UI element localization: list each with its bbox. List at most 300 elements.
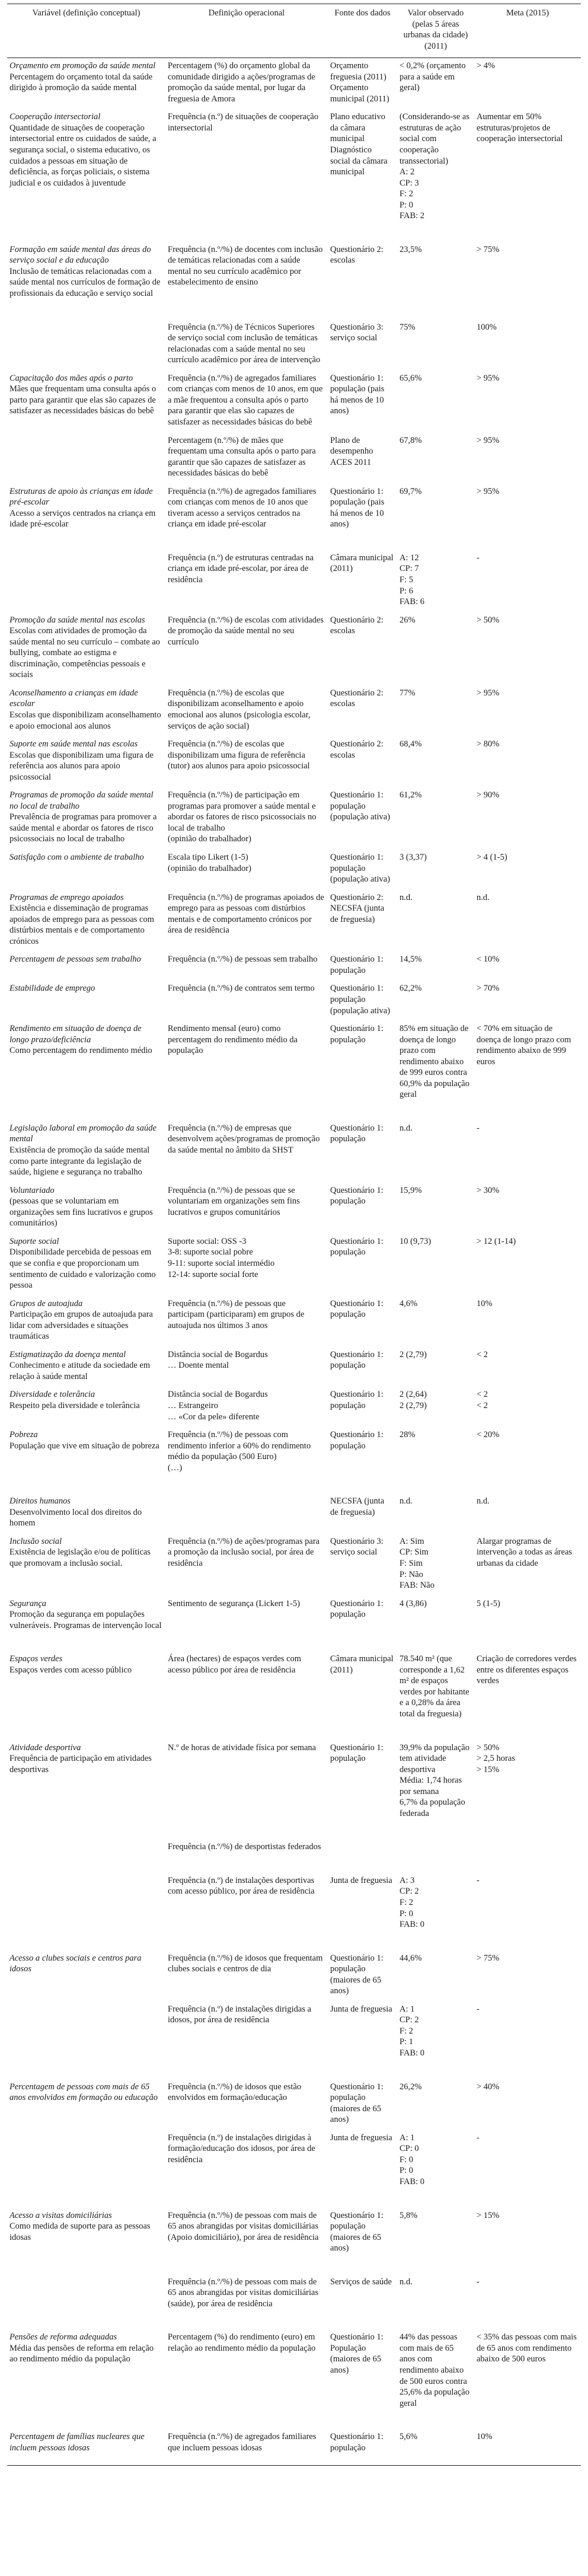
observed-value-cell: n.d. xyxy=(400,1123,413,1133)
variable-description: Promoção da segurança em populações vulneráveis. Programas de intervenção local xyxy=(9,1610,162,1630)
target-cell xyxy=(474,845,581,885)
observed-value-cell: 28% xyxy=(400,1430,416,1440)
operational-definition-cell: Frequência (n.º/%) de idosos que frequentam clubes sociais e centros de dia xyxy=(168,1953,323,1974)
variable-name: Estabilidade de emprego xyxy=(9,984,95,994)
target-value: 10% xyxy=(477,2432,493,2442)
table-row xyxy=(7,2188,581,2254)
target-value: 5 (1-5) xyxy=(477,1598,500,1608)
target-value: - xyxy=(477,2277,480,2287)
target-cell xyxy=(474,2309,581,2409)
variable-cell xyxy=(7,222,165,299)
operational-definition-cell: Frequência (n.º/%) de pessoas com mais de 65 anos abrangidas por visitas domiciliárias (saúde), por área de residência xyxy=(168,2277,319,2309)
operational-definition-cell: Frequência (n.º/%) de pessoas com mais de 65 anos abrangidas por visitas domiciliárias (Apoio domiciliário), por área de residência xyxy=(168,2210,319,2242)
variable-description: Respeito pela diversidade e tolerância xyxy=(9,1400,140,1410)
variable-description: (pessoas que se voluntariam em organizações sem fins lucrativos e grupos comunitários) xyxy=(9,1196,153,1228)
data-source-cell: Questionário 1: população (população ativa) xyxy=(330,790,391,822)
target-cell xyxy=(474,1930,581,1997)
table-row xyxy=(7,479,581,530)
target-cell xyxy=(474,428,581,479)
target-cell xyxy=(474,2125,581,2188)
data-source-cell: Questionário 1: população (maiores de 65 anos) xyxy=(330,2082,384,2125)
operational-definition-cell: Frequência (n.º/%) de desportistas federados xyxy=(168,1842,321,1852)
operational-definition-cell xyxy=(165,1473,328,1529)
observed-value-cell: A: 3 CP: 2 F: 2 P: 0 FAB: 0 xyxy=(400,1875,425,1930)
variable-cell xyxy=(7,1631,165,1719)
table-row xyxy=(7,976,581,1016)
table-row xyxy=(7,681,581,732)
observed-value-cell: 67,8% xyxy=(400,435,422,445)
data-source-cell: Questionário 3: serviço social xyxy=(330,1536,384,1557)
target-value: - xyxy=(477,2004,480,2014)
variable-cell xyxy=(7,1178,165,1229)
target-value: > 15% xyxy=(477,2210,500,2220)
operational-definition-cell: Frequência (n.º/%) de participação em programas para promover a saúde mental e abordar os fatores de risco psicossociais no local de trabalho (opinião do trabalhador) xyxy=(168,790,317,844)
variable-description: Inclusão de temáticas relacionadas com a saúde mental nos currículos de formação de profissionais da educação e serviço social xyxy=(9,266,161,299)
indicators-table xyxy=(7,4,581,2466)
observed-value-cell: 62,2% xyxy=(400,984,422,994)
observed-value-cell: 15,9% xyxy=(400,1185,422,1195)
data-source-cell: Questionário 1: população xyxy=(330,1123,384,1144)
target-cell xyxy=(474,530,581,608)
observed-value-cell: 65,6% xyxy=(400,373,422,383)
data-source-cell: Questionário 1: População (maiores de 65 anos) xyxy=(330,2332,384,2375)
variable-description: Existência de promoção da saúde mental como parte integrante da legislação de saúde, higiene e segurança no trabalho xyxy=(9,1145,150,1177)
target-value: > 50% xyxy=(477,1742,500,1753)
variable-cell xyxy=(7,783,165,845)
operational-definition-cell: Frequência (n.º/%) de agregados familiares com crianças com menos de 10 anos que tiveram acesso a serviços centrados na criança em idade pré-escolar xyxy=(168,486,317,529)
operational-definition-cell: Rendimento mensal (euro) como percentagem do rendimento médio da população xyxy=(168,1024,298,1056)
data-source-cell: Questionário 1: população xyxy=(330,1598,384,1620)
target-value: > 30% xyxy=(477,1185,500,1195)
target-value: > 40% xyxy=(477,2082,500,2092)
variable-name: Promoção da saúde mental nas escolas xyxy=(9,615,145,625)
variable-cell xyxy=(7,732,165,783)
target-value: < 70% em situação de doença de longo prazo com rendimento abaixo de 999 euros xyxy=(477,1024,571,1067)
data-source-cell: Questionário 2: escolas xyxy=(330,688,384,709)
target-value: n.d. xyxy=(477,892,490,902)
variable-cell xyxy=(7,1100,165,1178)
header-data-source: Fonte dos dados xyxy=(328,4,397,58)
variable-cell xyxy=(7,1229,165,1291)
variable-cell xyxy=(7,1342,165,1383)
operational-definition-cell: Distância social de Bogardus … Doente mental xyxy=(168,1349,268,1371)
operational-definition-cell: Frequência (n.º) de estruturas centradas na criança em idade pré-escolar, por área de residência xyxy=(168,553,314,585)
data-source-cell: Questionário 1: população xyxy=(330,1024,384,1045)
target-cell xyxy=(474,1291,581,1342)
table-row xyxy=(7,1229,581,1291)
target-value: > 2,5 horas xyxy=(477,1754,515,1764)
data-source-cell: Junta de freguesia xyxy=(330,2133,392,2143)
operational-definition-cell: Frequência (n.º/%) de escolas que disponibilizam aconselhamento e apoio emocional aos alunos (psicologia escolar, serviços de ação social) xyxy=(168,688,311,731)
table-row xyxy=(7,1819,581,1853)
target-value: < 20% xyxy=(477,1430,500,1440)
target-value: > 75% xyxy=(477,244,500,254)
table-row xyxy=(7,1178,581,1229)
operational-definition-cell: Distância social de Bogardus … Estrangeiro … «Cor da pele» diferente xyxy=(168,1390,268,1422)
target-cell xyxy=(474,1178,581,1229)
data-source-cell: Plano educativo da câmara municipal Diagnóstico social da câmara municipal xyxy=(330,112,388,177)
data-source-cell: Questionário 1: população (maiores de 65 anos) xyxy=(330,2210,384,2253)
variable-name: Inclusão social xyxy=(9,1536,62,1546)
data-source-cell: Questionário 1: população (pais há menos de 10 anos) xyxy=(330,373,385,416)
variable-cell xyxy=(7,1422,165,1473)
operational-definition-cell: Frequência (n.º) de instalações dirigidas a idosos, por área de residência xyxy=(168,2004,312,2025)
variable-cell xyxy=(7,1016,165,1100)
variable-cell xyxy=(7,104,165,221)
variable-cell xyxy=(7,2125,165,2188)
operational-definition-cell: Sentimento de segurança (Lickert 1-5) xyxy=(168,1598,301,1608)
target-cell xyxy=(474,732,581,783)
variable-cell xyxy=(7,1997,165,2059)
variable-cell xyxy=(7,1819,165,1853)
variable-cell xyxy=(7,845,165,885)
target-cell xyxy=(474,1591,581,1632)
variable-name: Percentagem de famílias nucleares que incluem pessoas idosas xyxy=(9,2432,145,2453)
observed-value-cell: 5,6% xyxy=(397,2409,474,2466)
variable-cell xyxy=(7,2059,165,2125)
target-cell xyxy=(474,1631,581,1719)
observed-value-cell: 68,4% xyxy=(400,739,422,749)
variable-cell xyxy=(7,1591,165,1632)
observed-value-cell: 78.540 m² (que corresponde a 1,62 m² de espaços verdes por habitante e a 0,28% da área total da freguesia) xyxy=(400,1654,469,1719)
target-value: > 95% xyxy=(477,688,500,698)
variable-cell xyxy=(7,1382,165,1422)
variable-description: Disponibilidade percebida de pessoas em que se confia e que proporcionam um sentimento de cuidado e valorização como pessoa xyxy=(9,1247,156,1291)
variable-description: Mães que frequentam uma consulta após o parto para garantir que elas são capazes de satisfazer as necessidades básicas do bebê xyxy=(9,384,156,416)
operational-definition-cell: Frequência (n.º/%) de contratos sem termo xyxy=(168,984,315,994)
data-source-cell: Questionário 3: serviço social xyxy=(330,322,384,343)
variable-description: Média das pensões de reforma em relação ao rendimento médio da população xyxy=(9,2343,154,2364)
table-row xyxy=(7,1631,581,1719)
data-source-cell: Questionário 1: população xyxy=(330,1390,384,1410)
variable-name: Orçamento em promoção da saúde mental xyxy=(9,61,156,71)
target-value: Alargar programas de intervenção a todas as áreas urbanas da cidade xyxy=(477,1536,573,1568)
data-source-cell: Questionário 1: população xyxy=(330,1236,384,1257)
observed-value-cell: 39,9% da população tem atividade desportiva Média: 1,74 horas por semana 6,7% da população federada xyxy=(400,1742,469,1818)
variable-cell xyxy=(7,299,165,366)
observed-value-cell: n.d. xyxy=(400,1496,413,1506)
operational-definition-cell: Frequência (n.º) de situações de cooperação intersectorial xyxy=(168,112,319,133)
variable-cell xyxy=(7,366,165,428)
target-value: < 2 xyxy=(477,1390,488,1400)
variable-description: Existência e disseminação de programas apoiados de emprego para as pessoas com distúrbios mentais e de comportamento crónicos xyxy=(9,904,155,946)
variable-cell xyxy=(7,976,165,1016)
target-cell xyxy=(474,783,581,845)
table-row xyxy=(7,845,581,885)
target-value: > 15% xyxy=(477,1764,500,1774)
operational-definition-cell: Frequência (n.º/%) de agregados familiares com crianças com menos de 10 anos, em que a mãe frequentou a consulta após o parto para garantir que elas são capazes de satisfazer as necessidades básicas do bebê xyxy=(168,373,323,427)
variable-description: Como medida de suporte para as pessoas idosas xyxy=(9,2221,151,2242)
target-value: > 95% xyxy=(477,486,500,496)
table-row xyxy=(7,530,581,608)
variable-name: Capacitação dos mães após o parto xyxy=(9,373,133,383)
data-source-cell: Questionário 2: escolas xyxy=(330,615,384,636)
target-cell xyxy=(474,976,581,1016)
observed-value-cell: 2 (2,64) 2 (2,79) xyxy=(400,1390,427,1410)
variable-name: Satisfação com o ambiente de trabalho xyxy=(9,853,144,862)
target-cell xyxy=(474,1853,581,1930)
data-source-cell: NECSFA (junta de freguesia) xyxy=(330,1496,385,1517)
observed-value-cell: 26,2% xyxy=(400,2082,422,2092)
table-body xyxy=(7,58,581,2466)
target-cell xyxy=(474,366,581,428)
observed-value-cell: 44,6% xyxy=(400,1953,422,1963)
observed-value-cell: 61,2% xyxy=(400,790,422,800)
operational-definition-cell: Frequência (n.º/%) de pessoas sem trabalho xyxy=(168,955,318,965)
observed-value-cell: 14,5% xyxy=(400,955,422,965)
table-row xyxy=(7,1100,581,1178)
header-observed-value: Valor observado (pelas 5 áreas urbanas da cidade) (2011) xyxy=(397,4,474,58)
table-row xyxy=(7,1291,581,1342)
data-source-cell: Junta de freguesia xyxy=(330,2004,392,2014)
variable-cell xyxy=(7,1291,165,1342)
target-value: > 95% xyxy=(477,435,500,445)
operational-definition-cell: Frequência (n.º/%) de pessoas com rendimento inferior a 60% do rendimento médio da população (500 Euro) (…) xyxy=(168,1430,311,1473)
operational-definition-cell: Frequência (n.º/%) de escolas que disponibilizam uma figura de referência (tutor) aos alunos para apoio psicossocial xyxy=(168,739,310,771)
variable-description: Frequência de participação em atividades desportivas xyxy=(9,1754,152,1774)
data-source-cell xyxy=(328,1819,397,1853)
target-cell xyxy=(474,1529,581,1591)
table-row xyxy=(7,1997,581,2059)
table-row xyxy=(7,1930,581,1997)
table-header xyxy=(7,4,581,58)
header-operational-definition: Definição operacional xyxy=(165,4,328,58)
target-value: n.d. xyxy=(477,1496,490,1506)
target-cell xyxy=(474,608,581,681)
observed-value-cell: 10 (9,73) xyxy=(400,1236,432,1246)
table-row xyxy=(7,947,581,976)
data-source-cell: Questionário 2: escolas xyxy=(330,244,384,266)
table-row xyxy=(7,2059,581,2125)
table-row xyxy=(7,2125,581,2188)
table-row xyxy=(7,885,581,947)
variable-name: Suporte em saúde mental nas escolas xyxy=(9,739,138,749)
variable-cell xyxy=(7,479,165,530)
observed-value-cell xyxy=(397,1819,474,1853)
operational-definition-cell: Escala tipo Likert (1-5) (opinião do trabalhador) xyxy=(168,853,251,873)
table-row xyxy=(7,1473,581,1529)
observed-value-cell: 4,6% xyxy=(400,1298,418,1308)
data-source-cell: Câmara municipal (2011) xyxy=(330,1654,394,1675)
target-value: 100% xyxy=(477,322,497,332)
target-cell xyxy=(474,1819,581,1853)
target-cell xyxy=(474,58,581,105)
variable-name: Pobreza xyxy=(9,1430,38,1440)
variable-cell xyxy=(7,428,165,479)
observed-value-cell: 26% xyxy=(400,615,416,625)
observed-value-cell: < 0,2% (orçamento para a saúde em geral) xyxy=(400,61,466,93)
target-value: 10% xyxy=(477,1298,493,1308)
operational-definition-cell: Frequência (n.º/%) de pessoas que se voluntariam em organizações sem fins lucrativos e grupos comunitários xyxy=(168,1185,300,1217)
data-source-cell: Questionário 1: população (população ativa) xyxy=(330,984,391,1016)
target-value: - xyxy=(477,553,480,563)
variable-cell xyxy=(7,2188,165,2254)
operational-definition-cell: Frequência (n.º/%) de empresas que desenvolvem ações/programas de promoção da saúde mental no âmbito da SHST xyxy=(168,1123,320,1155)
target-cell xyxy=(474,299,581,366)
target-value: Criação de corredores verdes entre os diferentes espaços verdes xyxy=(477,1654,577,1686)
observed-value-cell: (Considerando-se as estruturas de ação social com cooperação transsectorial) A: 2 CP: 3 F: 2 P: 0 FAB: 2 xyxy=(400,112,469,221)
variable-name: Atividade desportiva xyxy=(9,1742,81,1753)
data-source-cell: Junta de freguesia xyxy=(330,1875,392,1885)
operational-definition-cell: Frequência (n.º) de instalações desportivas com acesso público, por área de residência xyxy=(168,1875,315,1897)
target-value: - xyxy=(477,1123,480,1133)
variable-cell xyxy=(7,1853,165,1930)
target-cell xyxy=(474,2254,581,2310)
target-value: > 75% xyxy=(477,1953,500,1963)
variable-cell xyxy=(7,947,165,976)
data-source-cell: Questionário 2: escolas xyxy=(330,739,384,760)
variable-name: Aconselhamento a crianças em idade escolar xyxy=(9,688,138,709)
variable-cell xyxy=(7,1930,165,1997)
variable-cell xyxy=(7,1529,165,1591)
target-value: < 35% das pessoas com mais de 65 anos com rendimento abaixo de 500 euros xyxy=(477,2332,577,2364)
table-row xyxy=(7,222,581,299)
observed-value-cell: n.d. xyxy=(400,892,413,902)
target-cell xyxy=(474,1997,581,2059)
variable-description: Percentagem do orçamento total da saúde dirigido à promoção da saúde mental xyxy=(9,72,153,93)
variable-cell xyxy=(7,1720,165,1820)
variable-name: Segurança xyxy=(9,1598,47,1608)
target-value: Aumentar em 50% estruturas/projetos de cooperação intersectorial xyxy=(477,112,563,144)
observed-value-cell: 44% das pessoas com mais de 65 anos com rendimento abaixo de 500 euros contra 25,6% da população geral xyxy=(400,2332,469,2408)
target-cell xyxy=(474,222,581,299)
table-row xyxy=(7,2254,581,2310)
data-source-cell: Questionário 1: população (pais há menos de 10 anos) xyxy=(330,486,385,529)
variable-name: Estruturas de apoio às crianças em idade pré-escolar xyxy=(9,486,153,507)
target-cell xyxy=(474,681,581,732)
variable-name: Espaços verdes xyxy=(9,1654,63,1664)
table-row xyxy=(7,2309,581,2409)
data-source-cell: Questionário 1: população xyxy=(330,1185,384,1206)
operational-definition-cell: Frequência (n.º) de instalações dirigidas à formação/educação dos idosos, por área de residência xyxy=(168,2133,315,2165)
variable-name: Formação em saúde mental das áreas do serviço social e da educação xyxy=(9,244,151,266)
variable-cell xyxy=(7,1473,165,1529)
target-cell xyxy=(474,2188,581,2254)
variable-description: Prevalência de programas para promover a saúde mental e abordar os fatores de risco psicossociais no local de trabalho xyxy=(9,812,157,844)
variable-cell xyxy=(7,2409,165,2466)
data-source-cell: Questionário 2: NECSFA (junta de freguesia) xyxy=(330,892,385,924)
variable-name: Percentagem de pessoas com mais de 65 anos envolvidos em formação ou educação xyxy=(9,2082,158,2103)
variable-cell xyxy=(7,58,165,105)
variable-description: Acesso a serviços centrados na criança em idade pré-escolar xyxy=(9,508,156,529)
table-row xyxy=(7,608,581,681)
variable-name: Direitos humanos xyxy=(9,1496,71,1506)
operational-definition-cell: Frequência (n.º/%) de agregados familiares que incluem pessoas idosas xyxy=(165,2409,328,2466)
observed-value-cell: 23,5% xyxy=(400,244,422,254)
target-value: - xyxy=(477,1875,480,1885)
variable-description: Espaços verdes com acesso público xyxy=(9,1665,132,1675)
data-source-cell: Questionário 1: população xyxy=(328,2409,397,2466)
data-source-cell: Orçamento freguesia (2011) Orçamento municipal (2011) xyxy=(330,61,389,104)
header-variable: Variável (definição conceptual) xyxy=(7,4,165,58)
data-source-cell: Questionário 1: população xyxy=(330,1742,384,1764)
observed-value-cell: A: 1 CP: 2 F: 2 P: 1 FAB: 0 xyxy=(400,2004,425,2058)
variable-description: Escolas que disponibilizam uma figura de referência aos alunos para apoio psicossocial xyxy=(9,750,154,782)
target-cell xyxy=(474,1382,581,1422)
observed-value-cell: 4 (3,86) xyxy=(400,1598,427,1608)
data-source-cell: Questionário 1: população xyxy=(330,955,384,975)
variable-name: Grupos de autoajuda xyxy=(9,1298,83,1308)
table-row xyxy=(7,783,581,845)
operational-definition-cell: Percentagem (%) do orçamento global da comunidade dirigido a ações/programas de promoção da saúde mental, por lugar da freguesia de Amora xyxy=(168,61,315,104)
table-row xyxy=(7,2409,581,2466)
variable-name: Programas de promoção da saúde mental no local de trabalho xyxy=(9,790,154,811)
table-row xyxy=(7,104,581,221)
variable-name: Programas de emprego apoiados xyxy=(9,892,124,902)
variable-description: Escolas que disponibilizam aconselhamento e apoio emocional aos alunos xyxy=(9,710,161,731)
target-value: > 12 (1-14) xyxy=(477,1236,516,1246)
table-row xyxy=(7,1422,581,1473)
target-value: < 2 xyxy=(477,1349,488,1359)
table-row xyxy=(7,299,581,366)
operational-definition-cell: Frequência (n.º/%) de programas apoiados de emprego para as pessoas com distúrbios mentais e de comportamento crónicos por área de residência xyxy=(168,892,324,936)
observed-value-cell: 2 (2,79) xyxy=(400,1349,427,1359)
variable-name: Pensões de reforma adequadas xyxy=(9,2332,117,2342)
observed-value-cell: 77% xyxy=(400,688,416,698)
variable-name: Rendimento em situação de doença de longo prazo/deficiência xyxy=(9,1024,142,1045)
target-value: - xyxy=(477,2133,480,2143)
variable-cell xyxy=(7,608,165,681)
data-source-cell: Questionário 1: população xyxy=(330,1430,384,1451)
target-value: > 90% xyxy=(477,790,500,800)
table-row xyxy=(7,1342,581,1383)
table-row xyxy=(7,1529,581,1591)
observed-value-cell: n.d. xyxy=(400,2277,413,2287)
variable-description: Conhecimento e atitude da sociedade em relação à saúde mental xyxy=(9,1361,151,1381)
target-cell xyxy=(474,1422,581,1473)
header-row xyxy=(7,4,581,58)
operational-definition-cell: Frequência (n.º/%) de escolas com atividades de promoção da saúde mental no seu currículo xyxy=(168,615,324,647)
variable-cell xyxy=(7,530,165,608)
data-source-cell: Questionário 1: população (população ativa) xyxy=(330,853,391,885)
target-cell xyxy=(474,2059,581,2125)
observed-value-cell: 69,7% xyxy=(400,486,422,496)
table-row xyxy=(7,1591,581,1632)
variable-name: Estigmatização da doença mental xyxy=(9,1349,126,1359)
data-source-cell: Questionário 1: população xyxy=(330,1349,384,1371)
variable-name: Legislação laboral em promoção da saúde mental xyxy=(9,1123,156,1144)
data-source-cell: Serviços de saúde xyxy=(330,2277,392,2287)
observed-value-cell: 3 (3,37) xyxy=(400,853,427,862)
target-value: > 50% xyxy=(477,615,500,625)
variable-description: Desenvolvimento local dos direitos do homem xyxy=(9,1507,142,1528)
variable-description: População que vive em situação de pobreza xyxy=(9,1441,159,1451)
target-cell xyxy=(474,1473,581,1529)
table-row xyxy=(7,1016,581,1100)
data-source-cell: Questionário 1: população (maiores de 65 anos) xyxy=(330,1953,384,1996)
header-target: Meta (2015) xyxy=(474,4,581,58)
variable-description: Participação em grupos de autoajuda para lidar com adversidades e situações traumáticas xyxy=(9,1310,153,1342)
target-value: > 4 (1-5) xyxy=(477,853,507,862)
operational-definition-cell: Frequência (n.º/%) de idosos que estão envolvidos em formação/educação xyxy=(168,2082,302,2103)
target-cell xyxy=(474,104,581,221)
table-row xyxy=(7,58,581,105)
table-row xyxy=(7,1853,581,1930)
operational-definition-cell: Frequência (n.º/%) de Técnicos Superiores de serviço social com inclusão de temáticas relacionadas com a saúde mental no seu currículo acadêmico por área de intervenção xyxy=(168,322,321,365)
target-cell xyxy=(474,1100,581,1178)
variable-cell xyxy=(7,2309,165,2409)
observed-value-cell: A: 12 CP: 7 F: 5 P: 6 FAB: 6 xyxy=(400,553,425,607)
target-cell xyxy=(474,1342,581,1383)
observed-value-cell: 75% xyxy=(400,322,416,332)
data-source-cell: Plano de desempenho ACES 2011 xyxy=(330,435,373,467)
target-value: > 4% xyxy=(477,61,496,71)
target-cell xyxy=(474,2409,581,2466)
variable-name: Acesso a visitas domiciliárias xyxy=(9,2210,112,2220)
variable-cell xyxy=(7,681,165,732)
operational-definition-cell: Suporte social: OSS -3 3-8: suporte social pobre 9-11: suporte social intermédio 12-14: suporte social forte xyxy=(168,1236,275,1279)
table-row xyxy=(7,1382,581,1422)
